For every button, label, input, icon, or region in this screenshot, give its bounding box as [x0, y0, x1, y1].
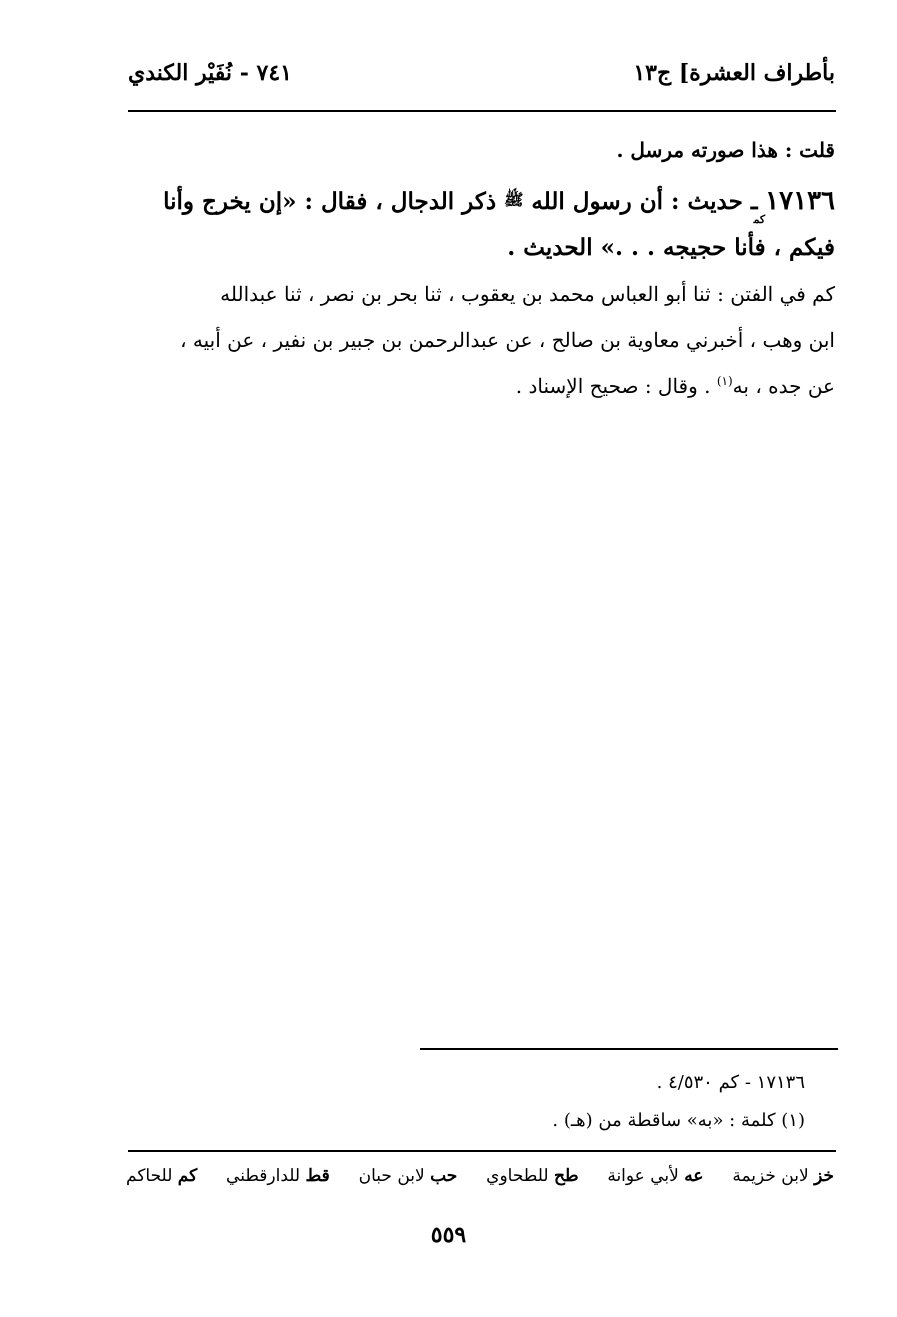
isnad-line-2: ابن وهب ، أخبرني معاوية بن صالح ، عن عبدالرحمن بن جبير بن نفير ، عن أبيه ، — [180, 328, 835, 352]
abbr-item: خز لابن خزيمة — [732, 1166, 834, 1186]
abbr-item: عه لأبي عوانة — [607, 1166, 704, 1186]
footnote-1: (١) كلمة : «به» ساقطة من (هـ) . — [552, 1110, 805, 1131]
running-header-book-title: بأطراف العشرة] ج١٣ — [633, 60, 835, 86]
abbr-item: حب لابن حبان — [358, 1166, 458, 1186]
header-rule — [128, 110, 836, 112]
hadith-line-2: فيكم ، فأنا حجيجه . . .» الحديث . — [507, 234, 835, 261]
abbreviations-rule — [128, 1150, 836, 1152]
hadith-heading — [163, 186, 835, 226]
abbr-item: قط للدارقطني — [226, 1166, 330, 1186]
hadith-number: ١٧١٣٦ — [765, 186, 835, 216]
footnote-ref-1: (١) — [716, 374, 733, 388]
abbr-item: كم للحاكم — [126, 1166, 198, 1186]
isnad-line-3 — [516, 374, 835, 398]
isnad-line-3-b: . وقال : صحيح الإسناد . — [515, 374, 717, 398]
hadith-text-start: ـ حديث : أن رسول الله — [531, 188, 758, 215]
abbr-item: طح للطحاوي — [486, 1166, 579, 1186]
isnad-line-3-a: عن جده ، به — [732, 374, 835, 398]
running-header-chapter: ٧٤١ - نُفَيْر الكندي — [128, 60, 292, 86]
isnad-line-1: كم في الفتن : ثنا أبو العباس محمد بن يعقوب ، ثنا بحر بن نصر ، ثنا عبدالله — [220, 282, 835, 306]
footnote-source: ١٧١٣٦ - كم ٤/٥٣٠ . — [656, 1072, 805, 1093]
hadith-number-note: كم — [753, 213, 766, 226]
sallallah-icon: ﷺ — [504, 190, 524, 209]
page-number: ٥٥٩ — [430, 1222, 467, 1248]
body-line-1: قلت : هذا صورته مرسل . — [616, 138, 835, 162]
abbreviations-legend — [126, 1166, 834, 1186]
hadith-text-tail: ذكر الدجال ، فقال : «إن يخرج وأنا — [163, 188, 497, 215]
footnote-rule — [420, 1048, 838, 1050]
